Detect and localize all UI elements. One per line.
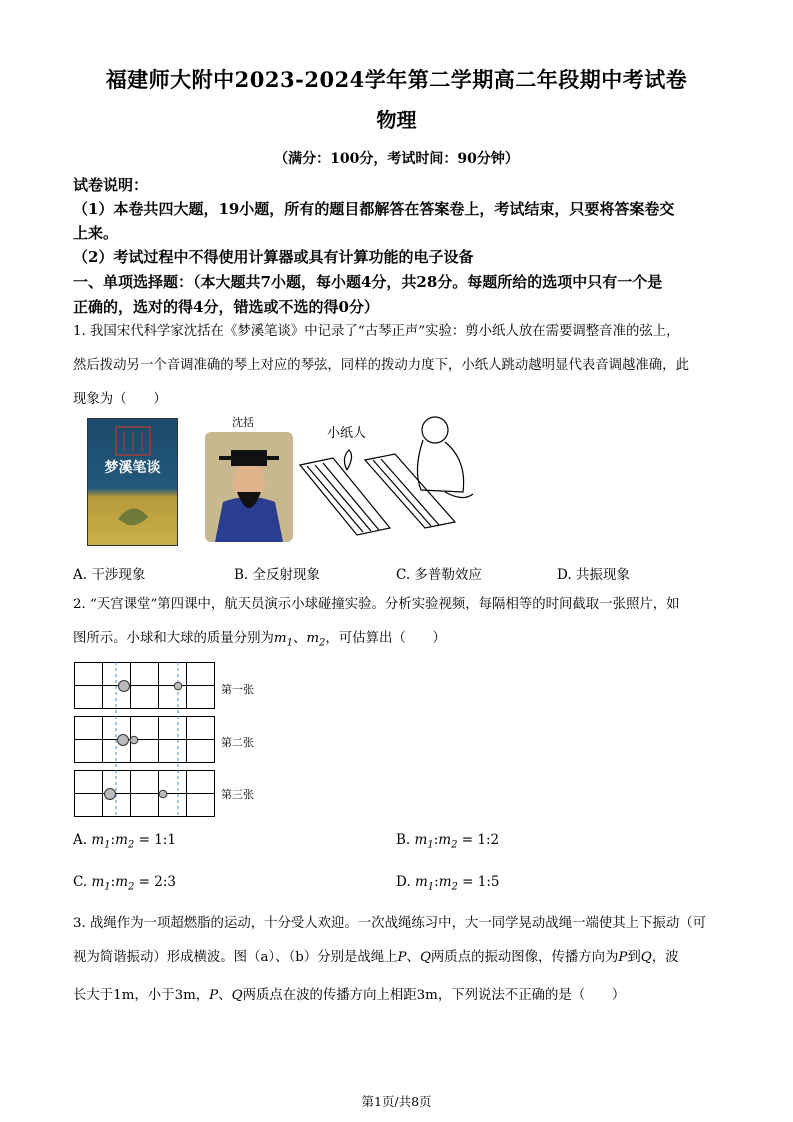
q1-option-a: A. 干涉现象 <box>73 567 146 583</box>
question-2 <box>73 593 723 656</box>
book-decoration <box>88 419 177 545</box>
photo-label-1: 第一张 <box>221 683 254 696</box>
q2-option-b: B. $m_1:m_2$ = 1:2 <box>396 832 500 851</box>
question-3-line-1: 3. 战绳作为一项超燃脂的运动，十分受人欢迎。一次战绳练习中，大一同学晃动战绳一端使其上下振动（可 <box>73 916 706 931</box>
score-note: （满分：100分，考试时间：90分钟） <box>274 151 519 167</box>
question-3-line-2: 视为简谐振动）形成横波。图（a）、（b）分别是战绳上P、Q两质点的振动图像，传播方向为P到Q，波 <box>73 950 679 965</box>
section-heading-cont: 正确的，选对的得4分，错选或不选的得0分） <box>73 298 379 316</box>
portrait-drawing <box>205 432 293 542</box>
question-3 <box>73 912 723 1008</box>
question-1-line-1: 1. 我国宋代科学家沈括在《梦溪笔谈》中记录了“古琴正声”实验：剪小纸人放在需要调整音准的弦上， <box>73 324 680 339</box>
subject-title: 物理 <box>376 108 417 132</box>
label-shen-kuo: 沈括 <box>232 416 254 429</box>
q2-option-a: A. $m_1:m_2$ = 1:1 <box>73 832 176 851</box>
section-heading: 一、单项选择题：（本大题共7小题，每小题4分，共28分。每题所给的选项中只有一个是 <box>73 273 663 291</box>
instruction-item-1-cont: 上来。 <box>73 224 119 242</box>
book-title: 梦溪笔谈 <box>104 460 161 476</box>
question-2-line-2: 图所示。小球和大球的质量分别为$m_1$、$m_2$，可估算出（ ） <box>73 631 446 649</box>
q1-option-c: C. 多普勒效应 <box>396 567 482 583</box>
qin-illustration <box>295 410 495 550</box>
label-paper-figure: 小纸人 <box>327 426 367 441</box>
photo-label-3: 第三张 <box>221 788 254 801</box>
page-footer: 第1页/共8页 <box>361 1094 432 1109</box>
photo-label-2: 第二张 <box>221 736 254 749</box>
question-1-line-3: 现象为（ ） <box>73 392 167 407</box>
question-1-line-2: 然后拨动另一个音调准确的琴上对应的琴弦，同样的拨动力度下，小纸人跳动越明显代表音调越准确，此 <box>73 358 689 373</box>
instruction-item-2: （2）考试过程中不得使用计算器或具有计算功能的电子设备 <box>73 248 474 266</box>
book-cover-image <box>87 418 178 546</box>
q2-option-d: D. $m_1:m_2$ = 1:5 <box>396 874 500 893</box>
q2-option-c: C. $m_1:m_2$ = 2:3 <box>73 874 177 893</box>
question-3-line-3: 长大于1m，小于3m，P、Q两质点在波的传播方向上相距3m，下列说法不正确的是（ ） <box>73 988 626 1003</box>
instructions-heading: 试卷说明： <box>73 176 149 194</box>
instruction-item-1: （1）本卷共四大题，19小题，所有的题目都解答在答案卷上，考试结束，只要将答案卷交 <box>73 200 675 218</box>
portrait-image <box>205 432 293 542</box>
q1-option-b: B. 全反射现象 <box>234 567 321 583</box>
collision-photos-figure <box>74 662 219 818</box>
exam-title: 福建师大附中2023-2024学年第二学期高二年段期中考试卷 <box>105 67 688 92</box>
question-1 <box>73 320 723 412</box>
question-2-line-1: 2. “天宫课堂”第四课中，航天员演示小球碰撞实验。分析实验视频，每隔相等的时间截取一张照片，如 <box>73 597 680 612</box>
q1-option-d: D. 共振现象 <box>557 567 630 583</box>
